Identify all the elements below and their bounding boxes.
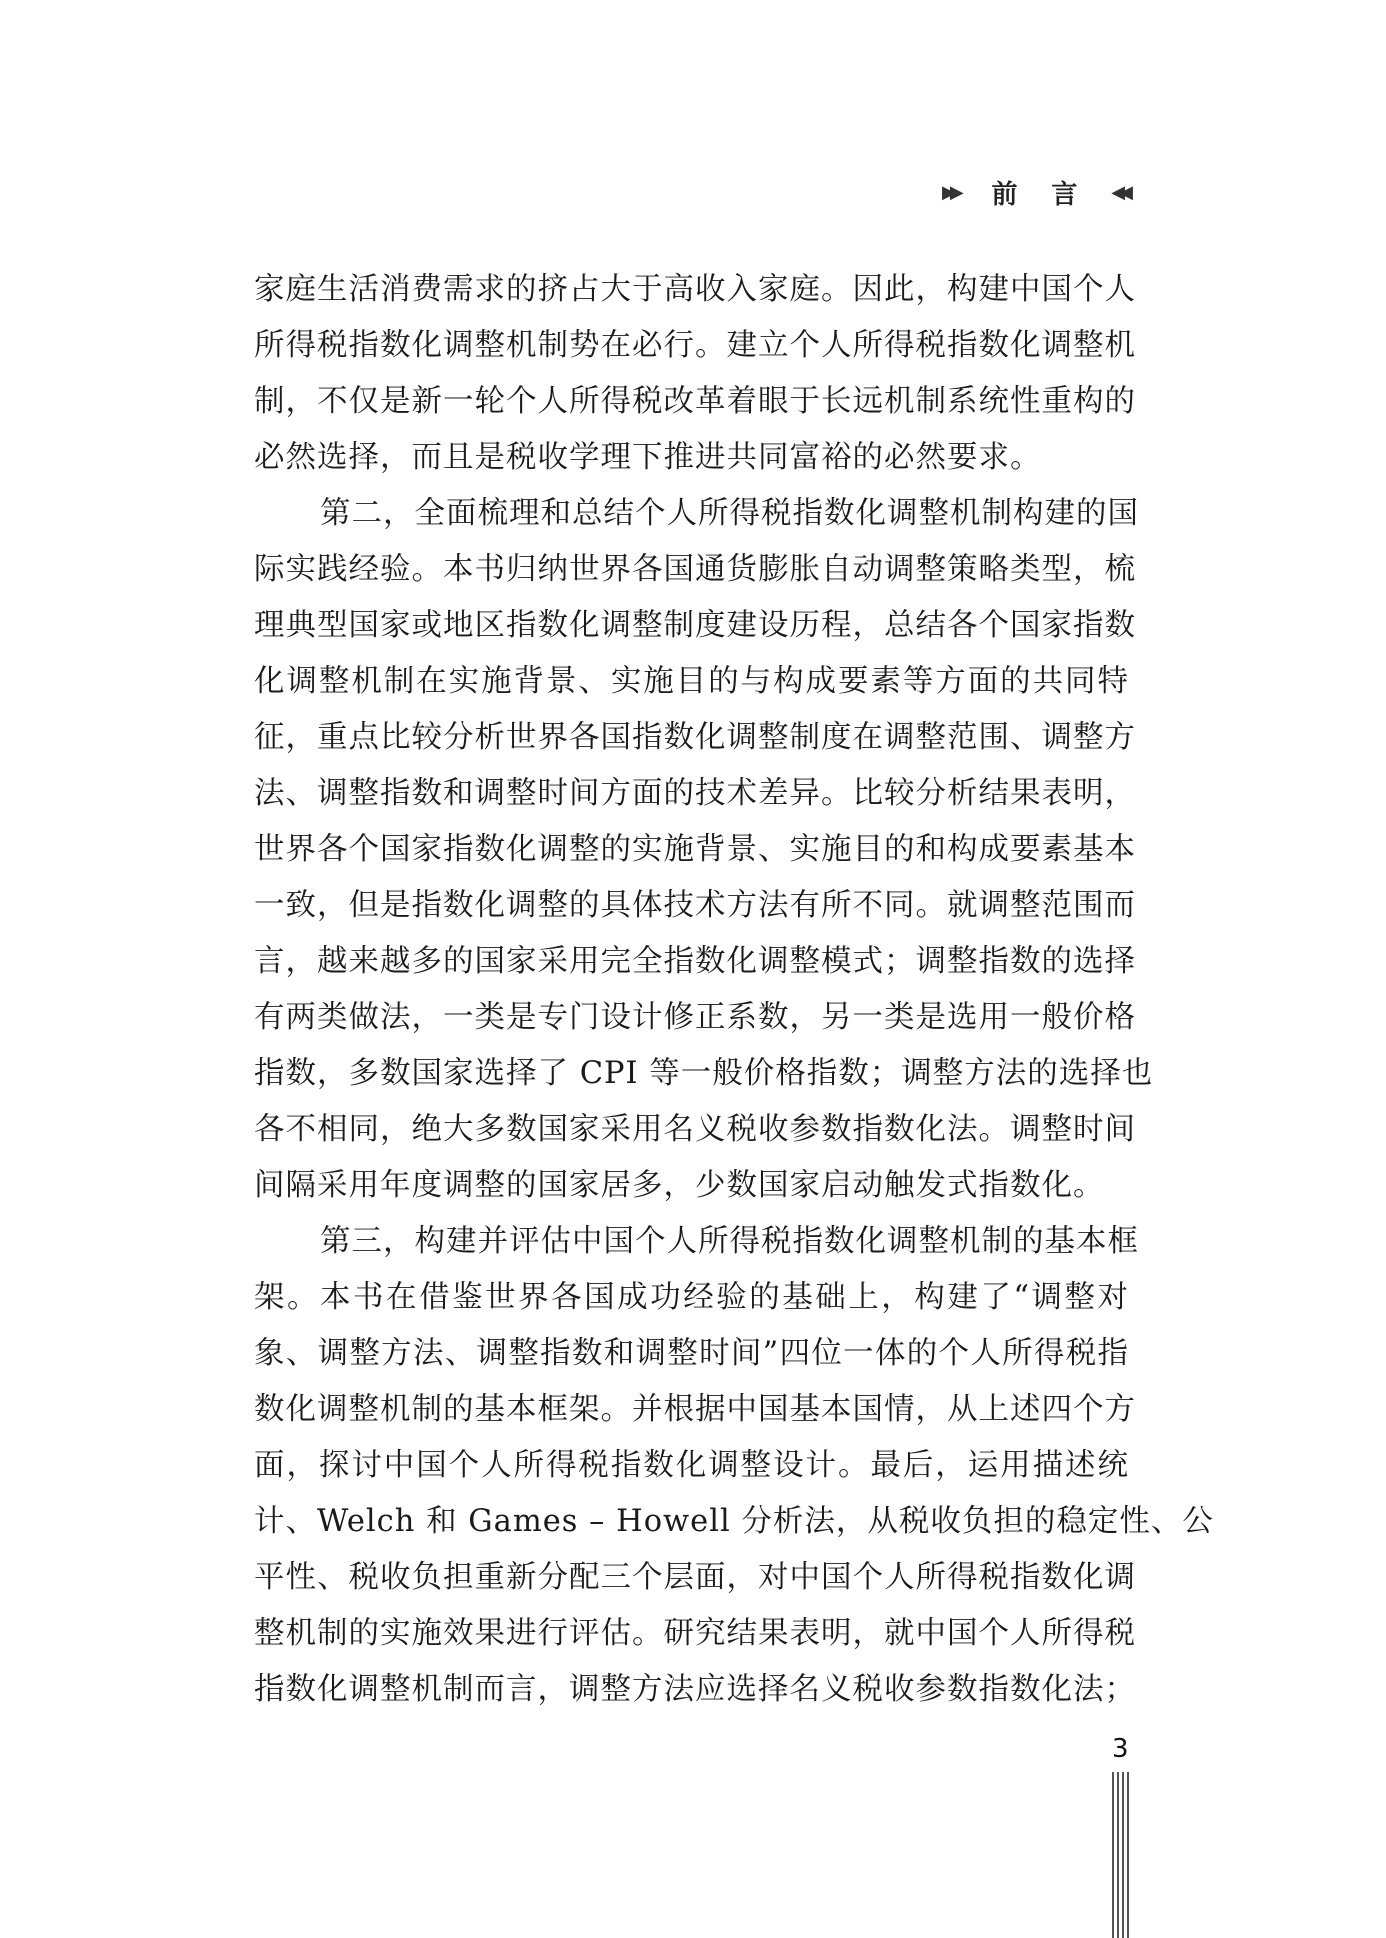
- text-line: 象、调整方法、调整指数和调整时间”四位一体的个人所得税指: [254, 1336, 1129, 1371]
- text-line: 际实践经验。本书归纳世界各国通货膨胀自动调整策略类型，梳: [254, 552, 1136, 587]
- header-title-char-1: 前: [991, 179, 1018, 210]
- text-line: 家庭生活消费需求的挤占大于高收入家庭。因此，构建中国个人: [254, 272, 1136, 307]
- text-line: 言，越来越多的国家采用完全指数化调整模式；调整指数的选择: [254, 944, 1136, 979]
- header-left-arrow-icon: ▶▶: [942, 181, 958, 203]
- text-line: 法、调整指数和调整时间方面的技术差异。比较分析结果表明，: [254, 776, 1136, 811]
- edge-line: [1112, 1772, 1114, 1938]
- text-line: 整机制的实施效果进行评估。研究结果表明，就中国个人所得税: [254, 1616, 1136, 1651]
- text-line: 指数，多数国家选择了 CPI 等一般价格指数；调整方法的选择也: [254, 1056, 1154, 1091]
- text-line: 世界各个国家指数化调整的实施背景、实施目的和构成要素基本: [254, 832, 1136, 867]
- text-line: 第二，全面梳理和总结个人所得税指数化调整机制构建的国: [320, 496, 1139, 531]
- text-line: 计、Welch 和 Games – Howell 分析法，从税收负担的稳定性、公: [254, 1504, 1214, 1539]
- text-line: 平性、税收负担重新分配三个层面，对中国个人所得税指数化调: [254, 1560, 1136, 1595]
- text-line: 理典型国家或地区指数化调整制度建设历程，总结各个国家指数: [254, 608, 1136, 643]
- edge-line: [1122, 1772, 1124, 1938]
- text-line: 数化调整机制的基本框架。并根据中国基本国情，从上述四个方: [254, 1392, 1136, 1427]
- text-line: 有两类做法，一类是专门设计修正系数，另一类是选用一般价格: [254, 1000, 1136, 1035]
- body-text: [254, 262, 1214, 1718]
- text-line: 间隔采用年度调整的国家居多，少数国家启动触发式指数化。: [254, 1168, 1105, 1203]
- page-number: 3: [1112, 1734, 1129, 1764]
- text-line: 一致，但是指数化调整的具体技术方法有所不同。就调整范围而: [254, 888, 1136, 923]
- edge-line: [1117, 1772, 1119, 1938]
- text-line: 面，探讨中国个人所得税指数化调整设计。最后，运用描述统: [254, 1448, 1129, 1483]
- running-header: [942, 172, 1127, 212]
- text-line: 指数化调整机制而言，调整方法应选择名义税收参数指数化法；: [254, 1672, 1136, 1707]
- text-line: 化调整机制在实施背景、实施目的与构成要素等方面的共同特: [254, 664, 1129, 699]
- text-line: 架。本书在借鉴世界各国成功经验的基础上，构建了“调整对: [254, 1280, 1129, 1315]
- text-line: 第三，构建并评估中国个人所得税指数化调整机制的基本框: [320, 1224, 1139, 1259]
- text-line: 征，重点比较分析世界各国指数化调整制度在调整范围、调整方: [254, 720, 1136, 755]
- text-line: 制，不仅是新一轮个人所得税改革着眼于长远机制系统性重构的: [254, 384, 1136, 419]
- edge-line: [1127, 1772, 1129, 1938]
- header-title-char-2: 言: [1051, 179, 1078, 210]
- text-line: 必然选择，而且是税收学理下推进共同富裕的必然要求。: [254, 440, 1042, 475]
- edge-decoration-lines: [1110, 1772, 1130, 1938]
- header-right-arrow-icon: ◀◀: [1111, 181, 1127, 203]
- text-line: 所得税指数化调整机制势在必行。建立个人所得税指数化调整机: [254, 328, 1136, 363]
- text-line: 各不相同，绝大多数国家采用名义税收参数指数化法。调整时间: [254, 1112, 1136, 1147]
